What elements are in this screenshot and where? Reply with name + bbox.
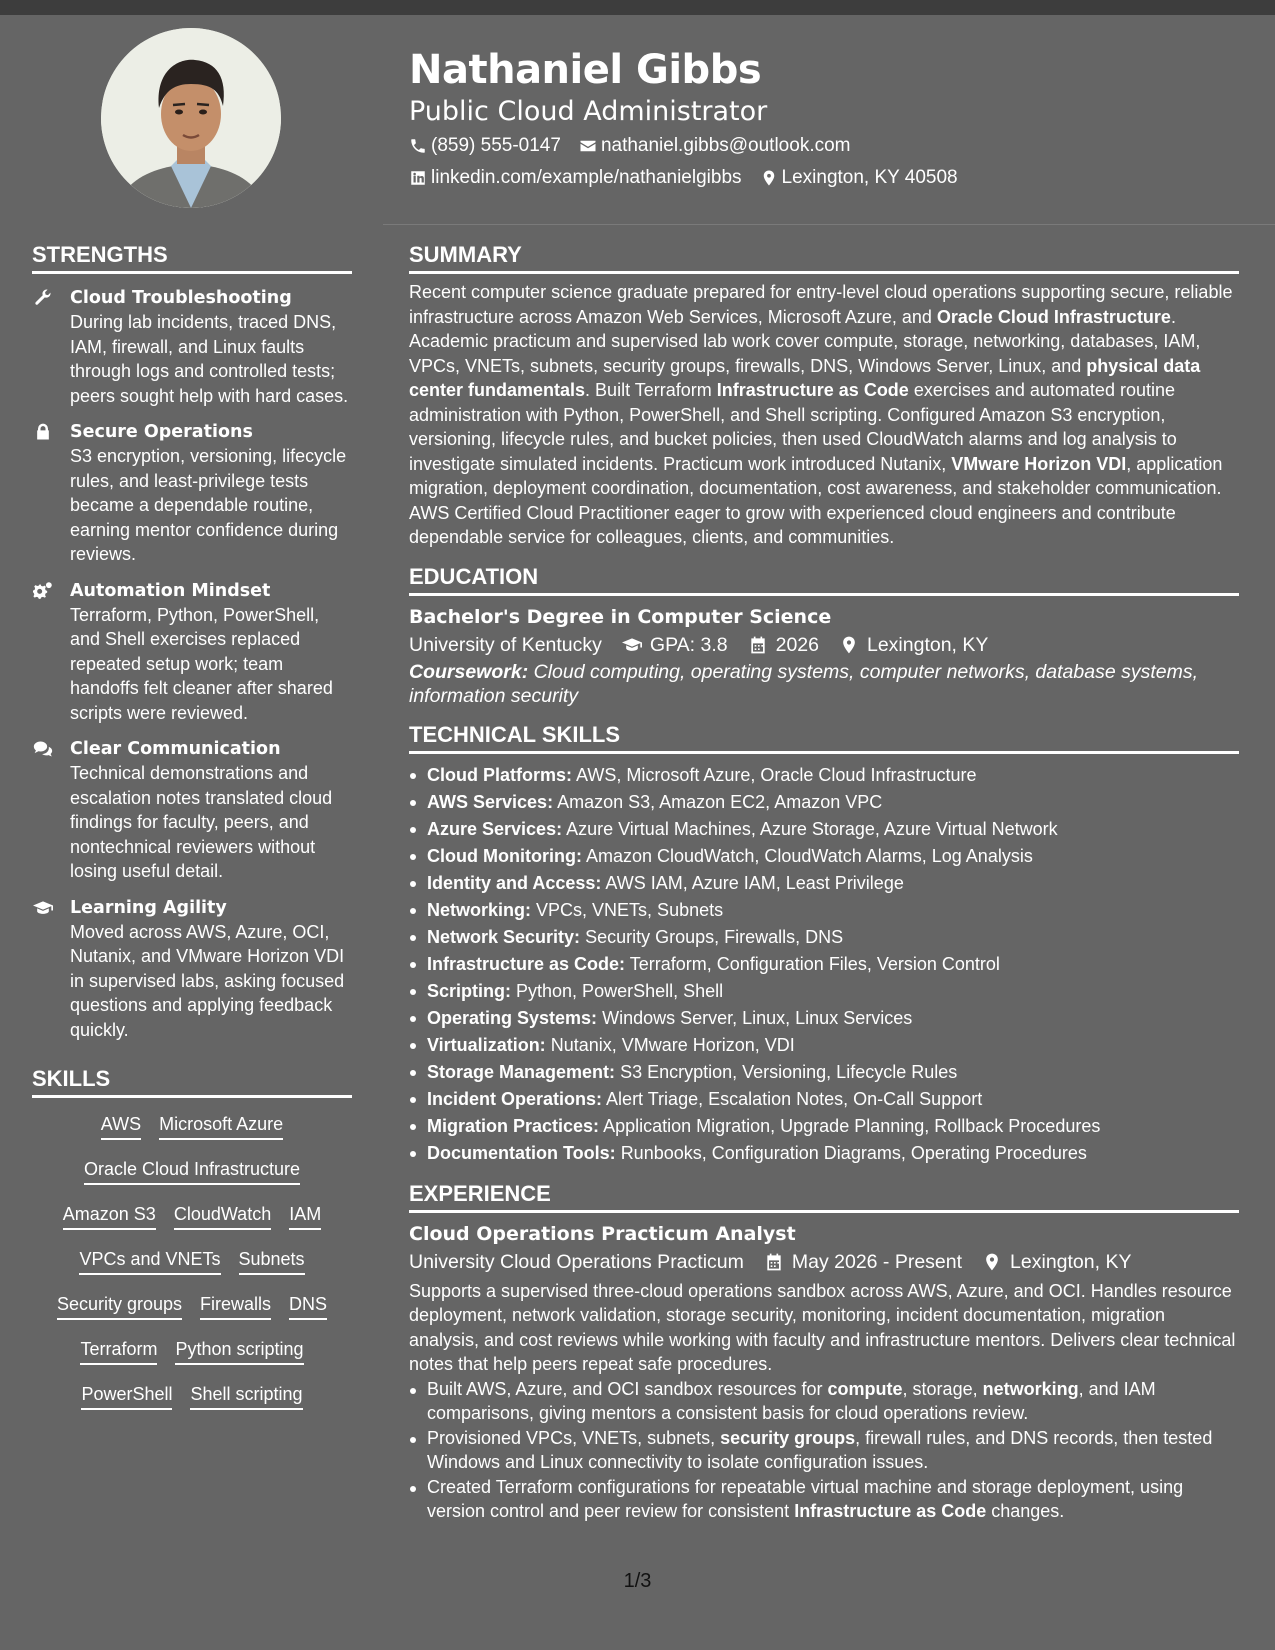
summary-part-bold: physical data center fundamentals	[409, 355, 1201, 400]
bullet-part-bold: security groups	[720, 1427, 856, 1448]
chip-row	[32, 1149, 352, 1194]
skill-chip: Shell scripting	[190, 1383, 302, 1410]
summary-heading: SUMMARY	[409, 242, 1239, 274]
strength-item	[32, 737, 352, 884]
chip-row	[32, 1194, 352, 1239]
bullet-part-bold: networking	[982, 1378, 1079, 1399]
list-item	[409, 1140, 1239, 1167]
resume-header	[409, 44, 1239, 194]
skill-label: Azure Services:	[427, 818, 563, 839]
skill-value: Amazon CloudWatch, CloudWatch Alarms, Log Analysis	[585, 845, 1033, 866]
skill-value: Terraform, Configuration Files, Version Control	[629, 953, 1000, 974]
lock-icon	[32, 422, 54, 442]
bullet-part-bold: compute	[827, 1378, 903, 1399]
chip-row	[32, 1329, 352, 1374]
location-text: Lexington, KY 40508	[781, 167, 958, 188]
gpa-item	[622, 630, 728, 660]
candidate-name: Nathaniel Gibbs	[409, 47, 762, 93]
list-item	[409, 897, 1239, 924]
location-contact	[760, 162, 958, 194]
summary-part-bold: Infrastructure as Code	[716, 380, 909, 400]
skill-chip: Amazon S3	[63, 1203, 156, 1230]
email-text: nathaniel.gibbs@outlook.com	[600, 135, 851, 156]
bullet-part: changes.	[986, 1501, 1065, 1521]
chip-row	[32, 1104, 352, 1149]
degree-title: Bachelor's Degree in Computer Science	[409, 605, 832, 628]
skill-label: Incident Operations:	[427, 1088, 603, 1109]
job-meta	[409, 1247, 1239, 1277]
list-item	[409, 870, 1239, 897]
phone-icon	[409, 137, 427, 155]
skill-label: Infrastructure as Code:	[427, 953, 626, 974]
school-name: University of Kentucky	[409, 633, 602, 656]
skill-label: Storage Management:	[427, 1061, 616, 1082]
bullet-part: , storage,	[902, 1378, 983, 1399]
strengths-heading: STRENGTHS	[32, 242, 352, 274]
bullet-part-bold: Infrastructure as Code	[794, 1501, 987, 1521]
list-item	[409, 762, 1239, 789]
job-location-item	[982, 1247, 1131, 1277]
education-meta	[409, 630, 1239, 660]
bullet-part: , and IAM comparisons, giving mentors a consistent basis for cloud operations review.	[427, 1378, 1156, 1423]
skill-value: Security Groups, Firewalls, DNS	[585, 926, 844, 947]
list-item	[409, 1086, 1239, 1113]
education-heading: EDUCATION	[409, 564, 1239, 596]
coursework	[409, 660, 1239, 708]
skill-value: Windows Server, Linux, Linux Services	[602, 1007, 913, 1028]
strength-item	[32, 420, 352, 567]
strength-title: Cloud Troubleshooting	[70, 288, 292, 308]
skill-value: Nutanix, VMware Horizon, VDI	[550, 1034, 795, 1055]
summary-part-bold: Oracle Cloud Infrastructure	[936, 306, 1171, 327]
bullet-part: Created Terraform configurations for repeatable virtual machine and storage deployment, using version control and peer review for consistent	[427, 1476, 1184, 1521]
summary-part: exercises and automated routine administration with Python, PowerShell, and Shell scripting. Configured Amazon S3 encryption, versioning, lifecycle rules, and bucket policies, then used CloudWatch alarms and log analysis to investigate simulated incidents. Practicum work introduced Nutanix,	[409, 380, 1177, 474]
list-item	[409, 789, 1239, 816]
skill-label: Documentation Tools:	[427, 1142, 616, 1163]
skill-chip: Microsoft Azure	[159, 1113, 283, 1140]
skill-chip: PowerShell	[81, 1383, 172, 1410]
job-description: Supports a supervised three-cloud operations sandbox across AWS, Azure, and OCI. Handles resource deployment, network validation, storage security, monitoring, incident documentation, migration analysis, and cost reviews while working with faculty and infrastructure mentors. Delivers clear technical notes that help peers repeat safe procedures.	[409, 1280, 1236, 1374]
skill-value: Azure Virtual Machines, Azure Storage, Azure Virtual Network	[566, 818, 1058, 839]
skill-value: AWS IAM, Azure IAM, Least Privilege	[605, 872, 904, 893]
skill-chip: Python scripting	[175, 1338, 303, 1365]
contact-line-1	[409, 130, 1239, 162]
skill-chip: VPCs and VNETs	[79, 1248, 220, 1275]
strength-title: Learning Agility	[70, 897, 227, 918]
map-marker-icon	[839, 635, 859, 655]
year-text: 2026	[775, 633, 819, 656]
strength-text: During lab incidents, traced DNS, IAM, firewall, and Linux faults through logs and controlled tests; peers sought help with hard cases.	[70, 312, 349, 406]
skill-chip: Firewalls	[200, 1293, 271, 1320]
left-column	[32, 242, 352, 1419]
summary-part-bold: VMware Horizon VDI	[951, 453, 1127, 474]
education-location-text: Lexington, KY	[866, 633, 989, 656]
skill-label: AWS Services:	[427, 791, 554, 812]
top-bar	[0, 0, 1275, 15]
strength-title: Secure Operations	[70, 422, 253, 442]
job-bullets	[409, 1377, 1239, 1524]
phone-text: (859) 555-0147	[431, 135, 561, 156]
skill-label: Migration Practices:	[427, 1115, 600, 1136]
skill-chip: AWS	[101, 1113, 141, 1140]
strength-item	[32, 896, 352, 1043]
list-item	[409, 1005, 1239, 1032]
summary-part: Recent computer science graduate prepared for entry-level cloud operations supporting secure, reliable infrastructure across Amazon Web Services, Microsoft Azure, and	[409, 282, 1233, 327]
skill-chip: Security groups	[57, 1293, 182, 1320]
list-item	[409, 1377, 1239, 1426]
strength-title: Clear Communication	[70, 739, 281, 759]
education-location-item	[839, 630, 988, 660]
coursework-text: Cloud computing, operating systems, computer networks, database systems, information security	[409, 660, 1199, 707]
summary-part: , application migration, deployment coordination, documentation, cost awareness, and stakeholder communication. AWS Certified Cloud Practitioner eager to grow with experienced cloud engineers and contribute dependable service for colleagues, clients, and communities.	[409, 453, 1223, 547]
strength-item	[32, 579, 352, 726]
header-divider	[383, 224, 1275, 225]
skill-label: Scripting:	[427, 980, 511, 1001]
calendar-icon	[748, 635, 768, 655]
wrench-icon	[32, 288, 54, 308]
technical-skills-list	[409, 762, 1239, 1167]
skill-chip: IAM	[289, 1203, 321, 1230]
map-marker-icon	[760, 169, 778, 187]
linkedin-contact[interactable]	[409, 162, 742, 194]
gpa-text: GPA: 3.8	[649, 633, 728, 656]
skill-label: Network Security:	[427, 926, 581, 947]
contact-line-2	[409, 162, 1239, 194]
gears-icon	[32, 581, 54, 601]
bullet-part: Built AWS, Azure, and OCI sandbox resources for	[427, 1378, 828, 1399]
graduation-cap-icon	[622, 635, 642, 655]
strength-text: Technical demonstrations and escalation notes translated cloud findings for faculty, peers, and nontechnical reviewers without losing useful detail.	[70, 763, 333, 881]
list-item	[409, 843, 1239, 870]
bullet-part: Provisioned VPCs, VNETs, subnets,	[427, 1427, 721, 1448]
skill-value: Amazon S3, Amazon EC2, Amazon VPC	[557, 791, 883, 812]
skill-chip: CloudWatch	[174, 1203, 271, 1230]
list-item	[409, 816, 1239, 843]
skill-value: VPCs, VNETs, Subnets	[536, 899, 724, 920]
candidate-title: Public Cloud Administrator	[409, 96, 768, 127]
summary-part: . Academic practicum and supervised lab work cover compute, storage, networking, databases, IAM, VPCs, VNETs, subnets, security groups, firewalls, DNS, Windows Server, Linux, and	[409, 306, 1201, 376]
job-title: Cloud Operations Practicum Analyst	[409, 1222, 796, 1245]
skill-value: Python, PowerShell, Shell	[516, 980, 724, 1001]
organization-name: University Cloud Operations Practicum	[409, 1250, 744, 1273]
linkedin-icon	[409, 169, 427, 187]
technical-skills-heading: TECHNICAL SKILLS	[409, 722, 1239, 754]
skill-label: Virtualization:	[427, 1034, 546, 1055]
skills-heading: SKILLS	[32, 1066, 352, 1098]
summary-text	[409, 280, 1239, 550]
coursework-label: Coursework:	[409, 660, 529, 683]
list-item	[409, 924, 1239, 951]
skill-label: Cloud Platforms:	[427, 764, 573, 785]
skill-label: Identity and Access:	[427, 872, 602, 893]
skill-chip: Oracle Cloud Infrastructure	[84, 1158, 300, 1185]
list-item	[409, 1059, 1239, 1086]
strength-text: Moved across AWS, Azure, OCI, Nutanix, and VMware Horizon VDI in supervised labs, asking focused questions and applying feedback quickly.	[70, 921, 345, 1040]
envelope-icon	[579, 137, 597, 155]
skill-value: Alert Triage, Escalation Notes, On-Call Support	[606, 1088, 983, 1109]
job-dates-item	[764, 1247, 962, 1277]
skill-label: Operating Systems:	[427, 1007, 598, 1028]
bullet-part: , firewall rules, and DNS records, then tested Windows and Linux connectivity to isolate configuration issues.	[427, 1427, 1213, 1472]
skill-chip: Terraform	[80, 1338, 157, 1365]
experience-heading: EXPERIENCE	[409, 1181, 1239, 1213]
phone-contact[interactable]	[409, 130, 561, 162]
profile-photo	[101, 28, 281, 208]
job-dates-text: May 2026 - Present	[791, 1250, 963, 1273]
strength-text: S3 encryption, versioning, lifecycle rules, and least-privilege tests became a dependable routine, earning mentor confidence during reviews.	[70, 446, 347, 564]
job-location-text: Lexington, KY	[1010, 1250, 1132, 1273]
calendar-icon	[764, 1252, 784, 1272]
skill-chip: Subnets	[239, 1248, 305, 1275]
graduation-cap-icon	[32, 898, 54, 918]
list-item	[409, 978, 1239, 1005]
skill-label: Networking:	[427, 899, 532, 920]
list-item	[409, 1113, 1239, 1140]
map-marker-icon	[982, 1252, 1002, 1272]
chip-row	[32, 1239, 352, 1284]
comments-icon	[32, 739, 54, 759]
summary-part: . Built Terraform	[585, 380, 717, 400]
list-item	[409, 1475, 1239, 1524]
skill-value: Application Migration, Upgrade Planning, Rollback Procedures	[603, 1115, 1101, 1136]
list-item	[409, 1032, 1239, 1059]
email-contact[interactable]	[579, 130, 851, 162]
strength-item	[32, 286, 352, 408]
list-item	[409, 1426, 1239, 1475]
list-item	[409, 951, 1239, 978]
chip-row	[32, 1374, 352, 1419]
page-number: 1/3	[623, 1570, 652, 1592]
chip-row	[32, 1284, 352, 1329]
skill-label: Cloud Monitoring:	[427, 845, 582, 866]
skill-value: AWS, Microsoft Azure, Oracle Cloud Infrastructure	[576, 764, 977, 785]
skill-value: S3 Encryption, Versioning, Lifecycle Rules	[620, 1061, 958, 1082]
linkedin-text: linkedin.com/example/nathanielgibbs	[431, 167, 742, 188]
skill-chip: DNS	[289, 1293, 327, 1320]
strength-title: Automation Mindset	[70, 580, 271, 601]
strength-text: Terraform, Python, PowerShell, and Shell exercises replaced repeated setup work; team handoffs felt cleaner after shared scripts were reviewed.	[70, 604, 333, 723]
skills-chips	[32, 1104, 352, 1419]
year-item	[748, 630, 819, 660]
skill-value: Runbooks, Configuration Diagrams, Operating Procedures	[620, 1142, 1087, 1163]
right-column	[409, 242, 1239, 1524]
